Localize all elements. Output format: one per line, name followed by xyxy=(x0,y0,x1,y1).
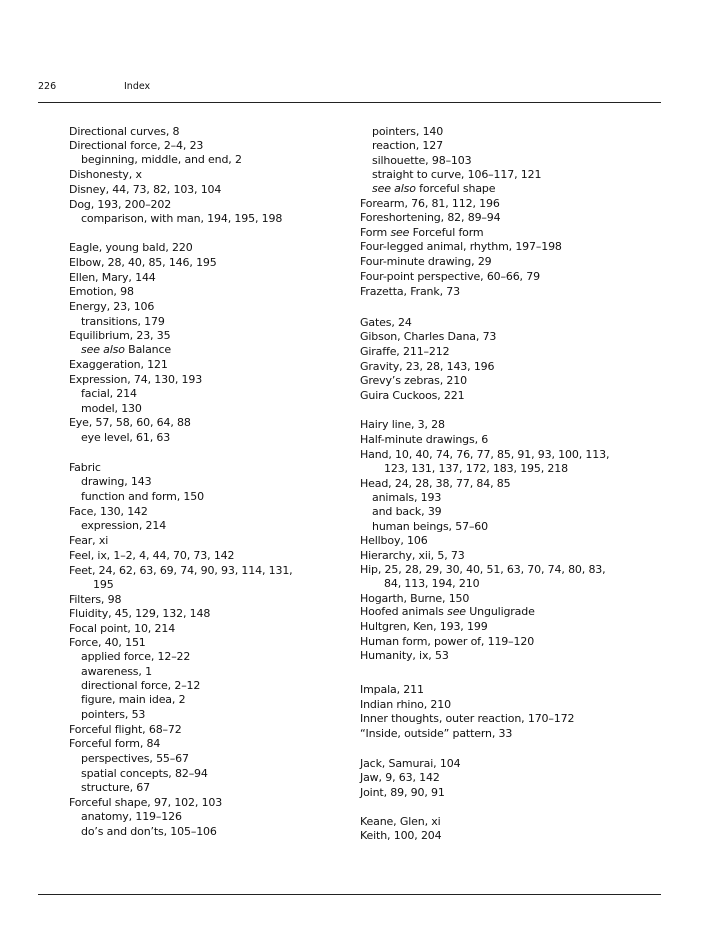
index-entry: Hip, 25, 28, 29, 30, 40, 51, 63, 70, 74, 80, 83, xyxy=(360,563,606,576)
index-entry: Dog, 193, 200–202 xyxy=(69,198,172,211)
index-subentry: silhouette, 98–103 xyxy=(372,154,472,167)
index-subentry: applied force, 12–22 xyxy=(81,650,191,663)
index-entry-continuation: 123, 131, 137, 172, 183, 195, 218 xyxy=(384,462,568,475)
index-subentry: pointers, 53 xyxy=(81,708,146,721)
page-number: 226 xyxy=(38,81,57,92)
index-entry: Hogarth, Burne, 150 xyxy=(360,592,470,605)
index-entry: Elbow, 28, 40, 85, 146, 195 xyxy=(69,256,217,269)
index-entry: Joint, 89, 90, 91 xyxy=(360,786,445,799)
index-entry: Hand, 10, 40, 74, 76, 77, 85, 91, 93, 100, 113, xyxy=(360,448,610,461)
index-entry: Filters, 98 xyxy=(69,593,122,606)
index-entry: Human form, power of, 119–120 xyxy=(360,635,535,648)
index-entry: Fear, xi xyxy=(69,534,109,547)
index-entry: Four-minute drawing, 29 xyxy=(360,255,492,268)
index-entry: Ellen, Mary, 144 xyxy=(69,271,156,284)
index-entry: Gibson, Charles Dana, 73 xyxy=(360,330,497,343)
index-subentry: eye level, 61, 63 xyxy=(81,431,171,444)
index-subentry: expression, 214 xyxy=(81,519,167,532)
index-entry: Forceful flight, 68–72 xyxy=(69,723,182,736)
index-subentry: pointers, 140 xyxy=(372,125,444,138)
index-entry: Forearm, 76, 81, 112, 196 xyxy=(360,197,500,210)
index-entry: Four-legged animal, rhythm, 197–198 xyxy=(360,240,562,253)
index-entry-continuation: 195 xyxy=(93,578,114,591)
index-entry: Hierarchy, xii, 5, 73 xyxy=(360,549,465,562)
index-subentry: comparison, with man, 194, 195, 198 xyxy=(81,212,283,225)
index-entry: Foreshortening, 82, 89–94 xyxy=(360,211,501,224)
index-subentry: structure, 67 xyxy=(81,781,150,794)
index-subentry: spatial concepts, 82–94 xyxy=(81,767,208,780)
index-entry: Feel, ix, 1–2, 4, 44, 70, 73, 142 xyxy=(69,549,235,562)
index-subentry: function and form, 150 xyxy=(81,490,204,503)
running-header xyxy=(38,81,661,95)
index-entry: Eagle, young bald, 220 xyxy=(69,241,193,254)
index-subentry: drawing, 143 xyxy=(81,475,152,488)
index-entry: Forceful form, 84 xyxy=(69,737,161,750)
index-entry: Focal point, 10, 214 xyxy=(69,622,176,635)
see-reference: see also xyxy=(372,182,416,195)
index-entry: Dishonesty, x xyxy=(69,168,142,181)
index-entry: Head, 24, 28, 38, 77, 84, 85 xyxy=(360,477,511,490)
index-subentry: animals, 193 xyxy=(372,491,442,504)
index-entry: Humanity, ix, 53 xyxy=(360,649,449,662)
index-subentry: perspectives, 55–67 xyxy=(81,752,189,765)
index-entry-continuation: 84, 113, 194, 210 xyxy=(384,577,480,590)
index-subentry: and back, 39 xyxy=(372,505,442,518)
index-entry: Emotion, 98 xyxy=(69,285,134,298)
index-subentry: model, 130 xyxy=(81,402,142,415)
index-subentry: beginning, middle, and end, 2 xyxy=(81,153,242,166)
see-reference: see also xyxy=(81,343,125,356)
index-entry: Impala, 211 xyxy=(360,683,424,696)
index-subentry: see also forceful shape xyxy=(372,182,496,195)
index-subentry: straight to curve, 106–117, 121 xyxy=(372,168,542,181)
index-entry: Forceful shape, 97, 102, 103 xyxy=(69,796,223,809)
index-entry: Four-point perspective, 60–66, 79 xyxy=(360,270,540,283)
index-entry: Guira Cuckoos, 221 xyxy=(360,389,465,402)
index-entry: Jaw, 9, 63, 142 xyxy=(360,771,440,784)
see-reference: see xyxy=(447,605,466,618)
index-entry: Feet, 24, 62, 63, 69, 74, 90, 93, 114, 131, xyxy=(69,564,293,577)
index-entry: Hoofed animals see Unguligrade xyxy=(360,605,535,618)
index-entry: Eye, 57, 58, 60, 64, 88 xyxy=(69,416,191,429)
index-entry: Equilibrium, 23, 35 xyxy=(69,329,171,342)
index-entry: Form see Forceful form xyxy=(360,226,484,239)
index-entry: Directional force, 2–4, 23 xyxy=(69,139,204,152)
index-entry: Keane, Glen, xi xyxy=(360,815,441,828)
index-entry: Indian rhino, 210 xyxy=(360,698,451,711)
index-entry: Half-minute drawings, 6 xyxy=(360,433,489,446)
index-entry: “Inside, outside” pattern, 33 xyxy=(360,727,513,740)
index-subentry: directional force, 2–12 xyxy=(81,679,201,692)
index-subentry: human beings, 57–60 xyxy=(372,520,488,533)
index-entry: Frazetta, Frank, 73 xyxy=(360,285,460,298)
index-entry: Energy, 23, 106 xyxy=(69,300,155,313)
index-entry: Hellboy, 106 xyxy=(360,534,428,547)
index-subentry: awareness, 1 xyxy=(81,665,152,678)
index-subentry: reaction, 127 xyxy=(372,139,443,152)
index-entry: Expression, 74, 130, 193 xyxy=(69,373,203,386)
index-subentry: see also Balance xyxy=(81,343,171,356)
see-reference: see xyxy=(390,226,410,239)
index-entry: Hultgren, Ken, 193, 199 xyxy=(360,620,488,633)
footer-rule xyxy=(38,894,661,895)
index-subentry: facial, 214 xyxy=(81,387,137,400)
index-entry: Fluidity, 45, 129, 132, 148 xyxy=(69,607,211,620)
index-subentry: anatomy, 119–126 xyxy=(81,810,182,823)
index-subentry: transitions, 179 xyxy=(81,315,165,328)
running-head-title: Index xyxy=(124,81,151,92)
index-entry: Gravity, 23, 28, 143, 196 xyxy=(360,360,495,373)
index-entry: Face, 130, 142 xyxy=(69,505,148,518)
index-subentry: do’s and don’ts, 105–106 xyxy=(81,825,217,838)
index-entry: Fabric xyxy=(69,461,101,474)
index-entry: Inner thoughts, outer reaction, 170–172 xyxy=(360,712,575,725)
index-entry: Force, 40, 151 xyxy=(69,636,146,649)
index-entry: Hairy line, 3, 28 xyxy=(360,418,445,431)
index-entry: Grevy’s zebras, 210 xyxy=(360,374,467,387)
index-entry: Exaggeration, 121 xyxy=(69,358,168,371)
index-subentry: figure, main idea, 2 xyxy=(81,693,186,706)
index-entry: Jack, Samurai, 104 xyxy=(360,757,461,770)
index-entry: Giraffe, 211–212 xyxy=(360,345,450,358)
index-entry: Gates, 24 xyxy=(360,316,412,329)
header-rule xyxy=(38,102,661,103)
index-entry: Directional curves, 8 xyxy=(69,125,180,138)
index-entry: Disney, 44, 73, 82, 103, 104 xyxy=(69,183,222,196)
index-entry: Keith, 100, 204 xyxy=(360,829,442,842)
